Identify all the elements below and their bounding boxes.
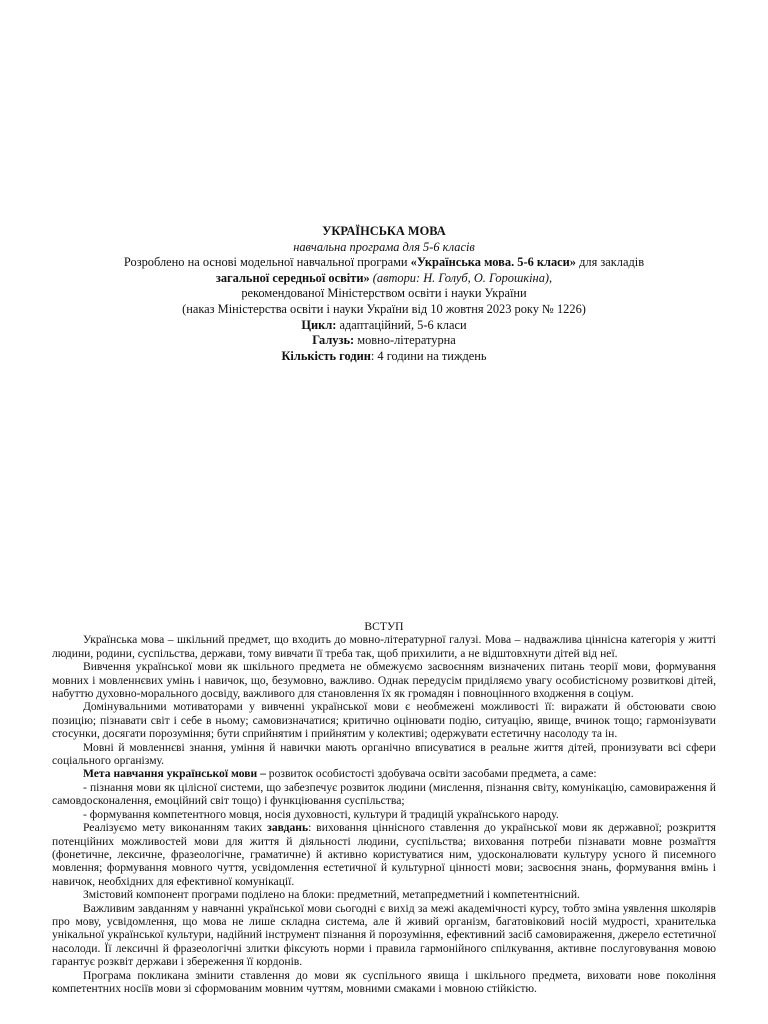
cycle-line <box>80 318 688 334</box>
paragraph-tasks <box>52 821 716 888</box>
intro-section <box>52 620 716 995</box>
goal-label: Мета навчання української мови – <box>83 767 266 781</box>
source-line-1 <box>80 255 688 271</box>
paragraph-3: Домінувальними мотиваторами у вивченні української мови є необмежені можливості її: виражати й обстоювати свою позицію; пізнавати світ і себе в ньому; самовизначатися; критично оцінювати подію, ситуацію, явище, вчинок тощо; гармонізувати стосунки, досягати порозуміння; бути сприйнятим і прийнятим у колективі; одержувати естетичну насолоду та ін. <box>52 700 716 741</box>
tasks-label: завдань <box>267 821 309 835</box>
paragraph-2: Вивчення української мови як шкільного предмета не обмежуємо засвоєнням визначених питань теорії мови, формування мовних і мовленнєвих умінь і навичок, що, безумовно, важливо. Однак передусім приділяємо увагу особистісному розвиткові дітей, набуттю духовно-морального досвіду, важливого для становлення їх як громадян і повноцінного входження в соціум. <box>52 660 716 701</box>
paragraph-goal <box>52 767 716 780</box>
source-program-name: «Українська мова. 5-6 класи» <box>410 255 576 270</box>
field-label: Галузь: <box>312 333 355 348</box>
source-line-4: (наказ Міністерства освіти і науки України від 10 жовтня 2023 року № 1226) <box>182 301 586 316</box>
paragraph-7: Змістовий компонент програми поділено на блоки: предметний, метапредметний і компетентнісний. <box>83 888 580 902</box>
source-comma: , <box>549 270 553 285</box>
cycle-label: Цикл: <box>301 317 337 332</box>
hours-line <box>80 349 688 365</box>
source-text-a: Розроблено на основі модельної навчальної програми <box>123 255 411 270</box>
goal-text: розвиток особистості здобувача освіти засобами предмета, а саме: <box>265 767 597 781</box>
source-line-2 <box>80 271 688 287</box>
paragraph-8: Важливим завданням у навчанні української мови сьогодні є вихід за межі академічності курсу, тобто зміна уявлення школярів про мову, усвідомлення, що мова не лише складна система, але й живий організм, багатовіковий носій мудрості, хранителька унікальної української культури, надійний інструмент пізнання й порозуміння, ефективний засіб самовираження, джерело естетичної насолоди. Її лексичні й фразеологічні злитки фіксують норми і правила гармонійного спілкування, активне послуговування мовою гарантує розквіт держави і збереження її кордонів. <box>52 901 716 969</box>
paragraph-4: Мовні й мовленнєві знання, уміння й навички мають органічно вписуватися в реальне життя дітей, пронизувати всі сфери соціального організму. <box>52 740 716 768</box>
paragraph-1: Українська мова – шкільний предмет, що входить до мовно-літературної галузі. Мова – надважлива ціннісна категорія у житті людини, родини, суспільства, держави, тому вивчати її треба так, щоб прихилити, а не відштовхнути дітей від неї. <box>52 633 716 660</box>
goal-item-1: - пізнання мови як цілісної системи, що забезпечує розвиток людини (мислення, пізнання світу, комунікацію, самовираження й самовдосконалення, емоційний світ тощо) і функціювання суспільства; <box>52 780 716 808</box>
tasks-text-a: Реалізуємо мету виконанням таких <box>83 821 268 835</box>
source-text-c: для закладів <box>576 255 645 270</box>
source-program-name-cont: загальної середньої освіти» <box>215 270 370 285</box>
goal-item-2: - формування компетентного мовця, носія духовності, культури й традицій українського народу. <box>83 807 559 821</box>
document-subtitle: навчальна програма для 5-6 класів <box>293 239 475 254</box>
section-heading: ВСТУП <box>364 620 404 633</box>
title-block <box>80 224 688 364</box>
field-value: мовно-літературна <box>354 333 456 348</box>
paragraph-9: Програма покликана змінити ставлення до мови як суспільного явища і шкільного предмета, виховати нове покоління компетентних носіїв мови зі сформованим мовним чуттям, мовними смаками і мовною стійкістю. <box>52 968 716 995</box>
document-title: УКРАЇНСЬКА МОВА <box>322 224 446 238</box>
hours-value: : 4 години на тиждень <box>370 348 487 363</box>
hours-label: Кількість годин <box>281 348 371 363</box>
cycle-value: адаптаційний, 5-6 класи <box>336 317 467 332</box>
source-authors: (автори: Н. Голуб, О. Горошкіна) <box>369 270 550 285</box>
tasks-text-b: : виховання ціннісного ставлення до української мови як державної; розкриття потенційних можливостей мови для життя й діяльності людини, суспільства; виховання потреби пізнавати мовне розмаїття (фонетичне, лексичне, фразеологічне, граматичне) й активно користуватися ним, удосконалювати культуру усного й писемного мовлення; формування мовного чуття, усвідомлення естетичної й культурної цінності мови; засвоєння знань, формування вмінь і навичок, необхідних для ефективної комунікації. <box>52 821 716 888</box>
field-line <box>80 333 688 349</box>
source-line-3: рекомендованої Міністерством освіти і науки України <box>241 286 527 301</box>
